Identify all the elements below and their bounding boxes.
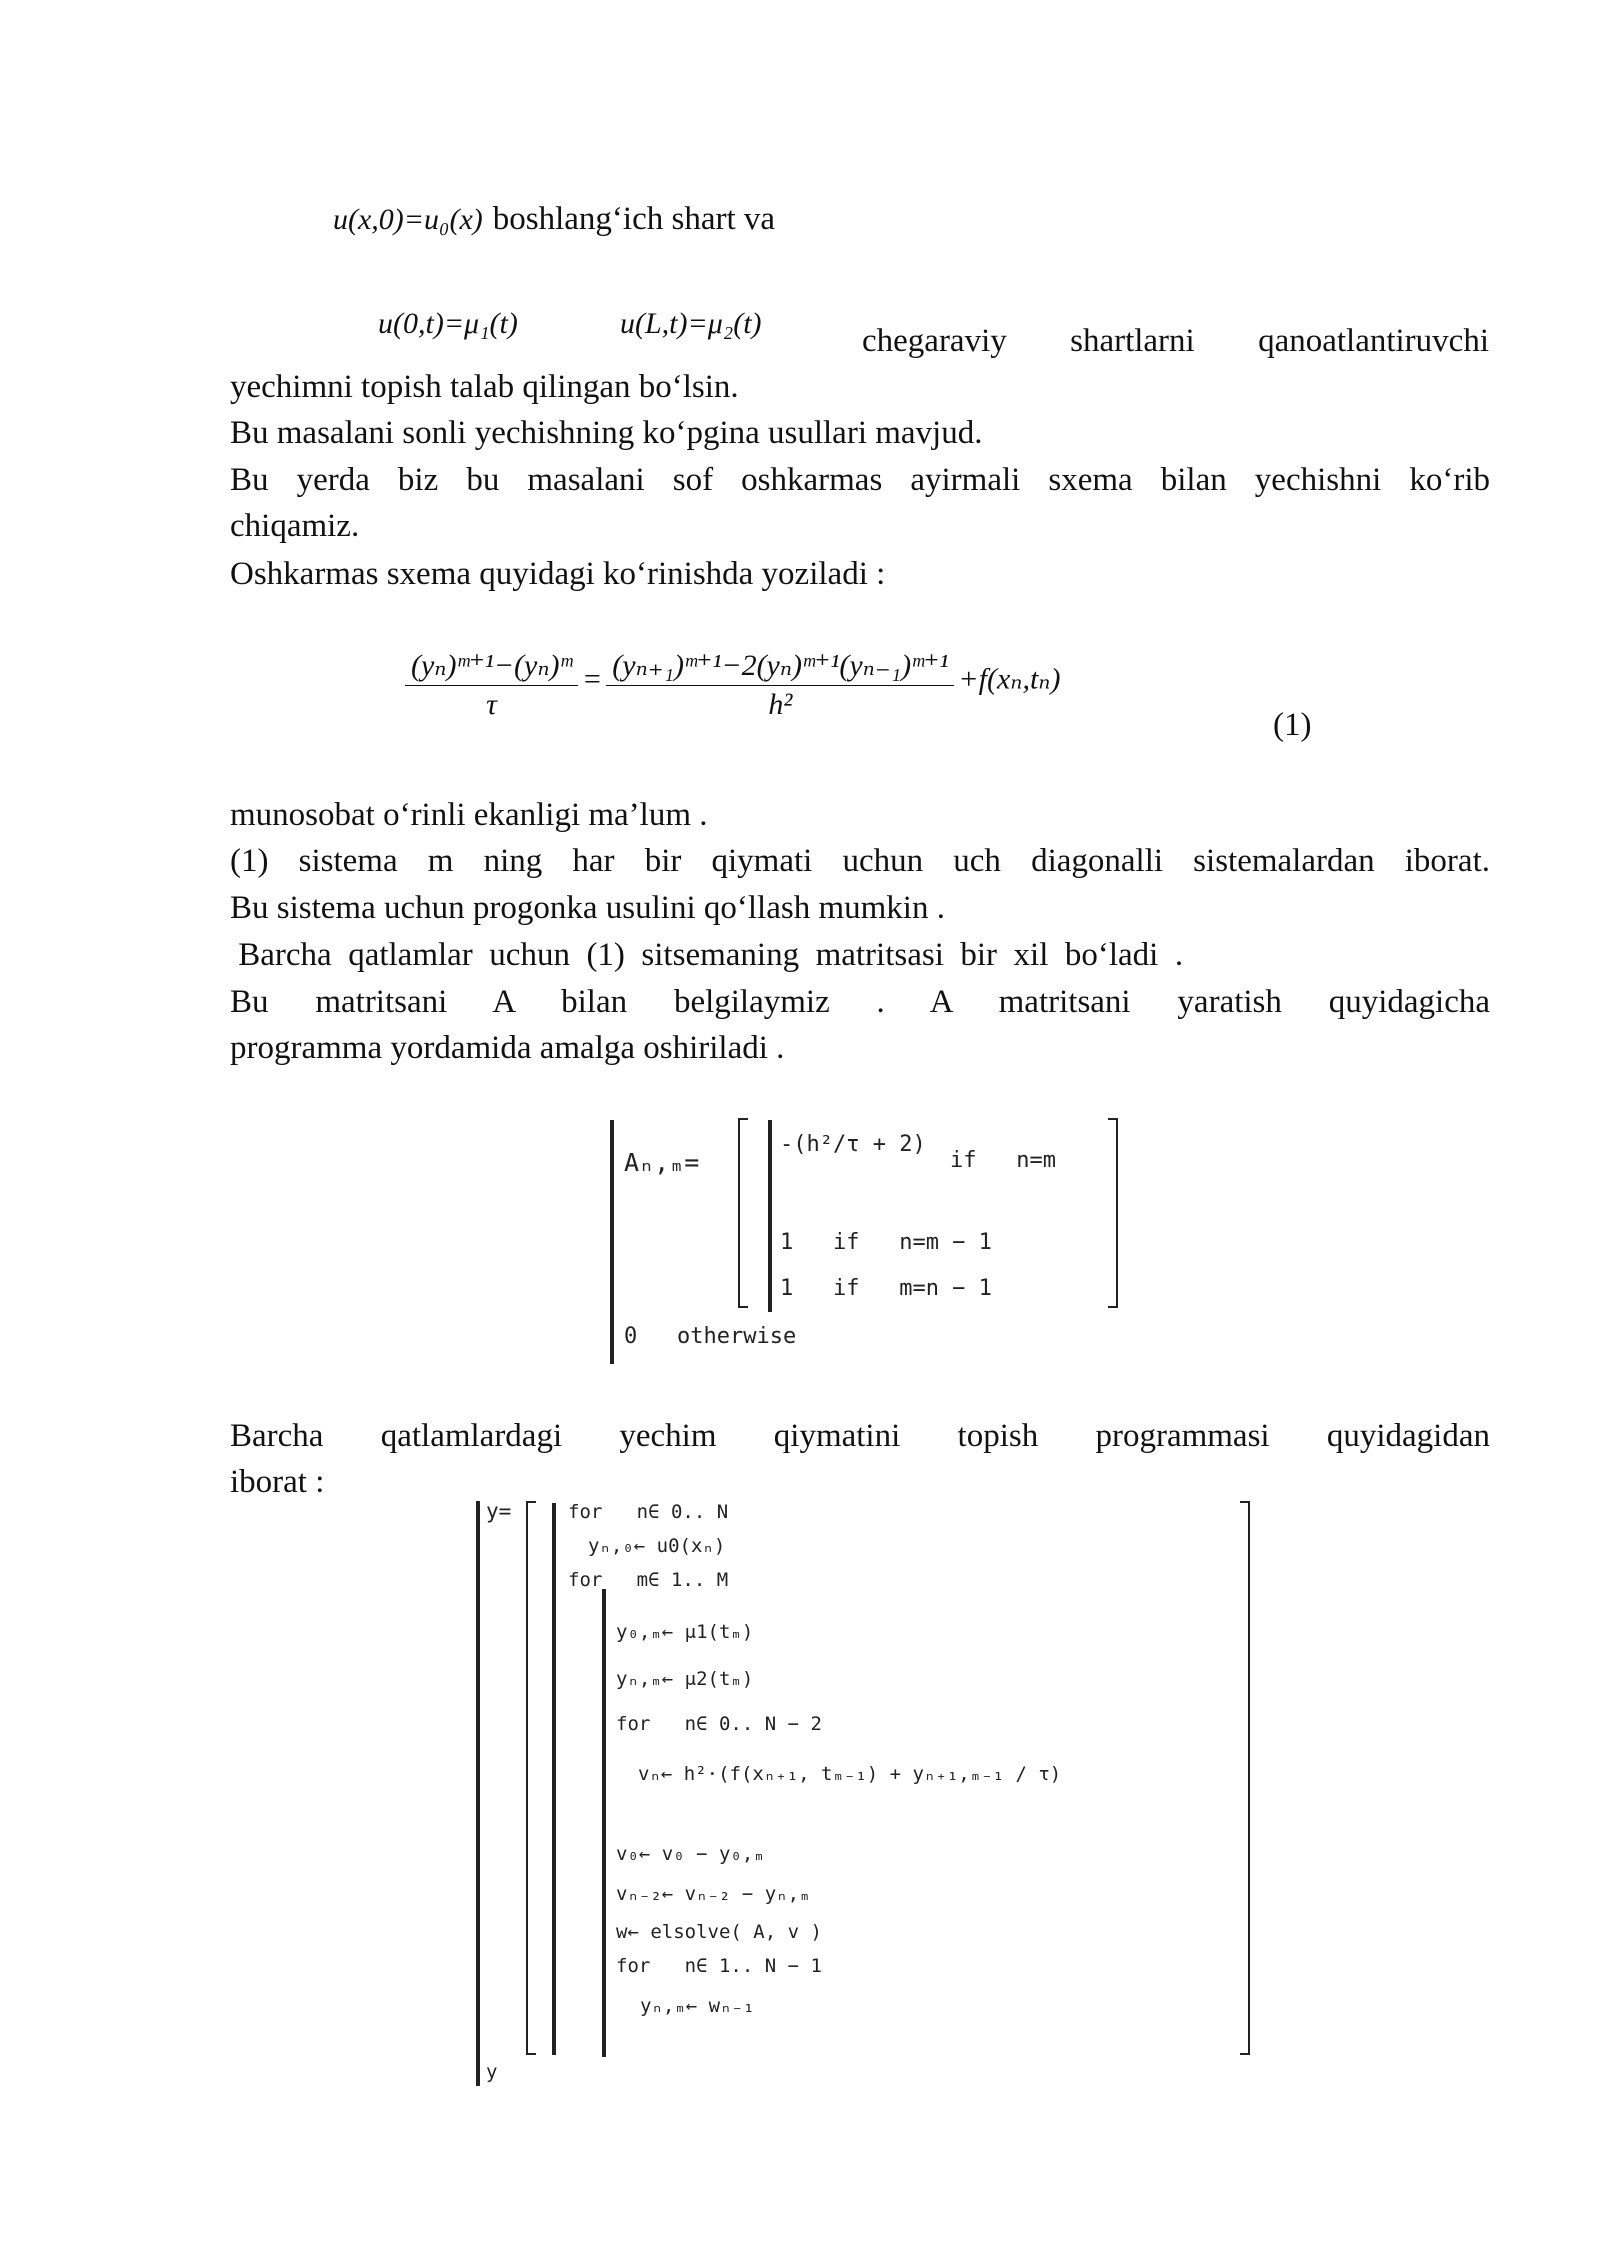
solve-line: for n∈ 1.. N − 1 [616,1955,822,1977]
paragraph-line: yechimni topish talab qilingan bo‘lsin. [230,369,739,405]
equation-lhs-denominator: τ [486,688,497,721]
case-1-expression: -(h²/τ + 2) [780,1132,926,1157]
paragraph-line: iborat : [230,1464,325,1500]
matrix-bracket-left [738,1118,740,1308]
solve-bracket-right [1248,1501,1250,2055]
matrix-program [600,1110,1140,1360]
solve-line: for n∈ 0.. N [568,1501,729,1523]
equation-rhs-fraction [606,648,954,722]
matrix-case-3: 1 if m=n − 1 [780,1276,992,1301]
paragraph-line: munosobat o‘rinli ekanligi ma’lum . [230,797,708,833]
paragraph-line: Bu masalani sonli yechishning ko‘pgina usullari mavjud. [230,415,983,451]
solve-bracket-right-top [1240,1501,1250,1503]
boundary-formula-1 [378,307,518,341]
equation-lhs-numerator: (yₙ)ᵐ⁺¹−(yₙ)ᵐ [405,648,578,686]
program-bracket-outer [610,1120,614,1364]
solve-line: yₙ,ₘ← μ2(tₘ) [616,1668,754,1690]
solve-line: y₀,ₘ← μ1(tₘ) [616,1621,754,1643]
matrix-case-1-expr [780,1132,926,1157]
initial-condition-formula: u(x,0)=u₀(x) [333,203,483,236]
solve-line: for m∈ 1.. M [568,1569,729,1591]
solve-bracket-left-bottom [526,2053,536,2055]
paragraph-line: (1) sistema m ning har bir qiymati uchun uch diagonalli sistemalardan iborat. [230,843,1490,879]
paragraph-line: Bu yerda biz bu masalani sof oshkarmas ayirmali sxema bilan yechishni ko‘rib [230,462,1490,498]
initial-condition-line [333,196,775,243]
program-bracket-inner [768,1120,772,1312]
boundary-text: chegaraviy shartlarni qanoatlantiruvchi [862,323,1489,359]
boundary-formula-mu1: u(0,t)=μ₁(t) [378,307,518,340]
solve-line: yₙ,ₘ← wₙ₋₁ [640,1995,755,2017]
equation-lhs-fraction [405,648,578,722]
boundary-formula-2 [620,307,762,341]
paragraph-line: chiqamiz. [230,508,360,544]
solve-line: v₀← v₀ − y₀,ₘ [616,1843,765,1865]
equation-rhs-numerator: (yₙ₊₁)ᵐ⁺¹−2(yₙ)ᵐ⁺¹(yₙ₋₁)ᵐ⁺¹ [606,648,954,686]
matrix-otherwise: 0 otherwise [624,1324,797,1349]
matrix-bracket-left-top [738,1118,748,1120]
solve-bracket-outer [476,1501,480,2086]
solve-bracket-loop [602,1589,606,2057]
equation-rhs-tail: +f(xₙ,tₙ) [958,662,1061,696]
matrix-assign: Aₙ,ₘ= [624,1148,700,1177]
paragraph-line: Bu matritsani A bilan belgilaymiz . A matritsani yaratish quyidagicha [230,984,1490,1020]
equation-rhs-denominator: h² [768,688,793,721]
paragraph-line: Oshkarmas sxema quyidagi ko‘rinishda yoziladi : [230,556,886,592]
solve-bracket-left-top [526,1501,536,1503]
initial-condition-text: boshlang‘ich shart va [492,201,776,237]
solve-line: w← elsolve( A, v ) [616,1921,822,1943]
matrix-bracket-left-bottom [738,1306,748,1308]
difference-scheme-equation [405,648,1060,722]
solve-program [470,1495,1260,2095]
solve-result: y [486,2061,498,2083]
equation-equals: = [582,662,603,696]
matrix-bracket-right-top [1108,1118,1118,1120]
matrix-case-1-cond: if n=m [950,1148,1056,1173]
paragraph-line: Bu sistema uchun progonka usulini qo‘llash mumkin . [230,890,945,926]
paragraph-line: programma yordamida amalga oshiriladi . [230,1030,785,1066]
solve-line: yₙ,₀← u0(xₙ) [588,1535,726,1557]
boundary-formula-mu2: u(L,t)=μ₂(t) [620,307,762,340]
matrix-bracket-right-bottom [1108,1306,1118,1308]
solve-line: vₙ₋₂← vₙ₋₂ − yₙ,ₘ [616,1883,811,1905]
matrix-case-2: 1 if n=m − 1 [780,1230,992,1255]
solve-assign: y= [486,1499,512,1523]
paragraph-line: Barcha qatlamlardagi yechim qiymatini topish programmasi quyidagidan [230,1418,1490,1454]
paragraph-line: Barcha qatlamlar uchun (1) sitsemaning matritsasi bir xil bo‘ladi . [230,937,1184,973]
solve-bracket-inner [552,1503,556,2055]
solve-bracket-left [526,1501,528,2055]
solve-line: for n∈ 0.. N − 2 [616,1713,822,1735]
matrix-bracket-right [1116,1118,1118,1308]
solve-bracket-right-bottom [1240,2053,1250,2055]
solve-line: vₙ← h²·(f(xₙ₊₁, tₘ₋₁) + yₙ₊₁,ₘ₋₁ / τ) [638,1763,1062,1785]
equation-number: (1) [1273,707,1312,743]
